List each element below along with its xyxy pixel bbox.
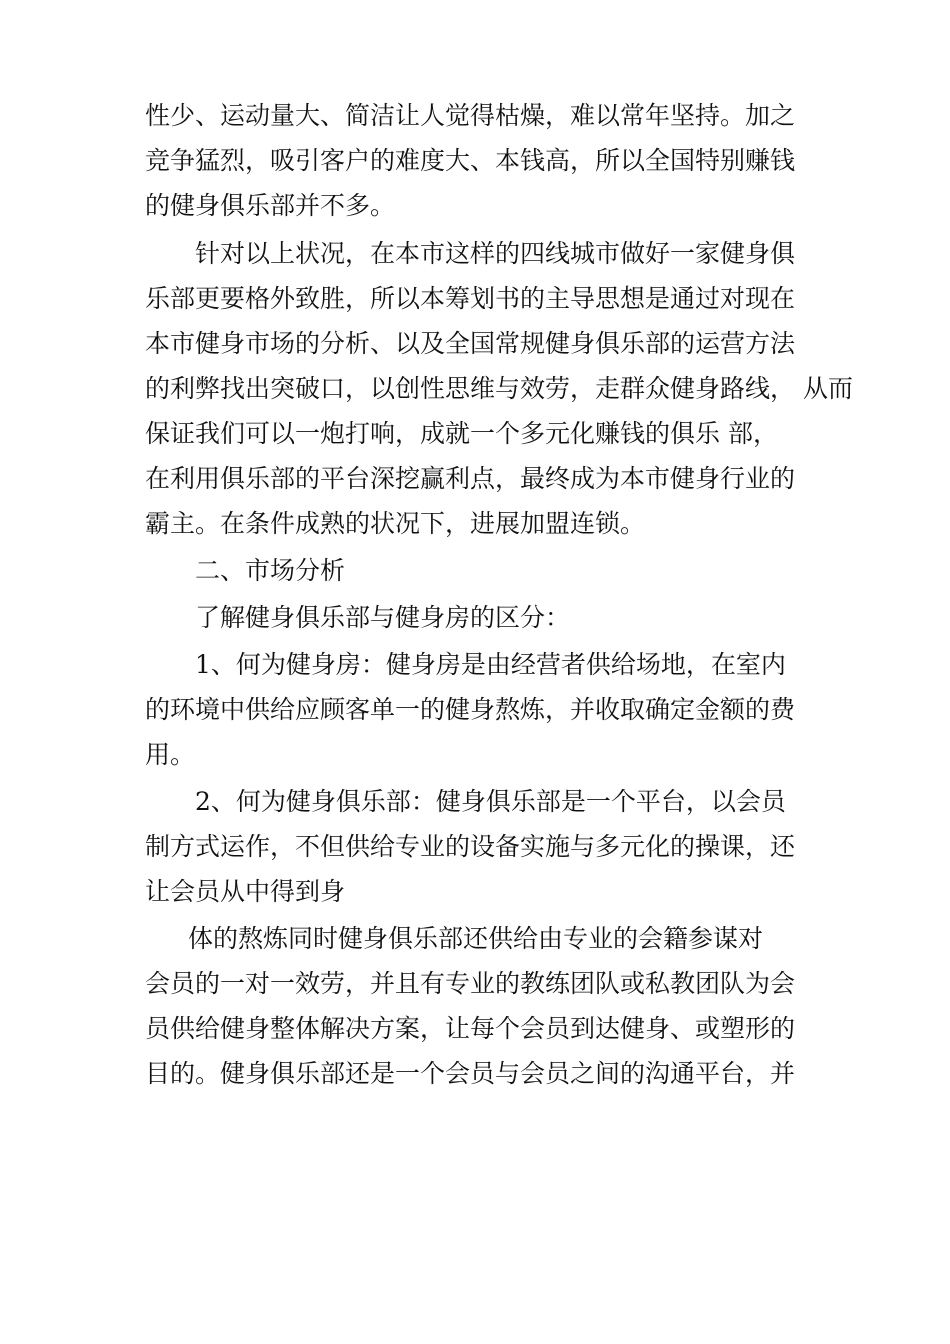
text-line: 用。 — [145, 740, 196, 769]
text-line: 的环境中供给应顾客单一的健身熬炼，并收取确定金额的费 — [145, 695, 796, 724]
text-line: 员供给健身整体解决方案，让每个会员到达健身、或塑形的 — [145, 1014, 796, 1043]
text-line: 体的熬炼同时健身俱乐部还供给由专业的会籍参谋对 — [188, 924, 764, 953]
text-line: 霸主。在条件成熟的状况下，进展加盟连锁。 — [145, 509, 646, 538]
text-line: 会员的一对一效劳，并且有专业的教练团队或私教团队为会 — [145, 969, 796, 998]
text-line: 的利弊找出突破口，以创性思维与效劳，走群众健身路线， 从而 — [145, 374, 853, 403]
text-line: 针对以上状况，在本市这样的四线城市做好一家健身俱 — [195, 239, 796, 268]
text-line: 性少、运动量大、简洁让人觉得枯燥，难以常年坚持。加之 — [145, 101, 796, 130]
text-line: 的健身俱乐部并不多。 — [145, 191, 396, 220]
text-line: 2、何为健身俱乐部：健身俱乐部是一个平台，以会员 — [195, 787, 786, 816]
text-line: 让会员从中得到身 — [145, 877, 346, 906]
text-line: 1、何为健身房：健身房是由经营者供给场地，在室内 — [195, 650, 786, 679]
text-line: 本市健身市场的分析、以及全国常规健身俱乐部的运营方法 — [145, 329, 796, 358]
text-line: 目的。健身俱乐部还是一个会员与会员之间的沟通平台，并 — [145, 1059, 796, 1088]
text-line: 了解健身俱乐部与健身房的区分： — [195, 603, 571, 632]
text-line: 乐部更要格外致胜，所以本筹划书的主导思想是通过对现在 — [145, 284, 796, 313]
text-line: 竞争猛烈，吸引客户的难度大、本钱高，所以全国特别赚钱 — [145, 146, 796, 175]
text-line: 制方式运作，不但供给专业的设备实施与多元化的操课，还 — [145, 832, 796, 861]
section-heading: 二、市场分析 — [195, 556, 346, 585]
text-line: 保证我们可以一炮打响，成就一个多元化赚钱的俱乐 部， — [145, 419, 778, 448]
text-line: 在利用俱乐部的平台深挖赢利点，最终成为本市健身行业的 — [145, 464, 796, 493]
